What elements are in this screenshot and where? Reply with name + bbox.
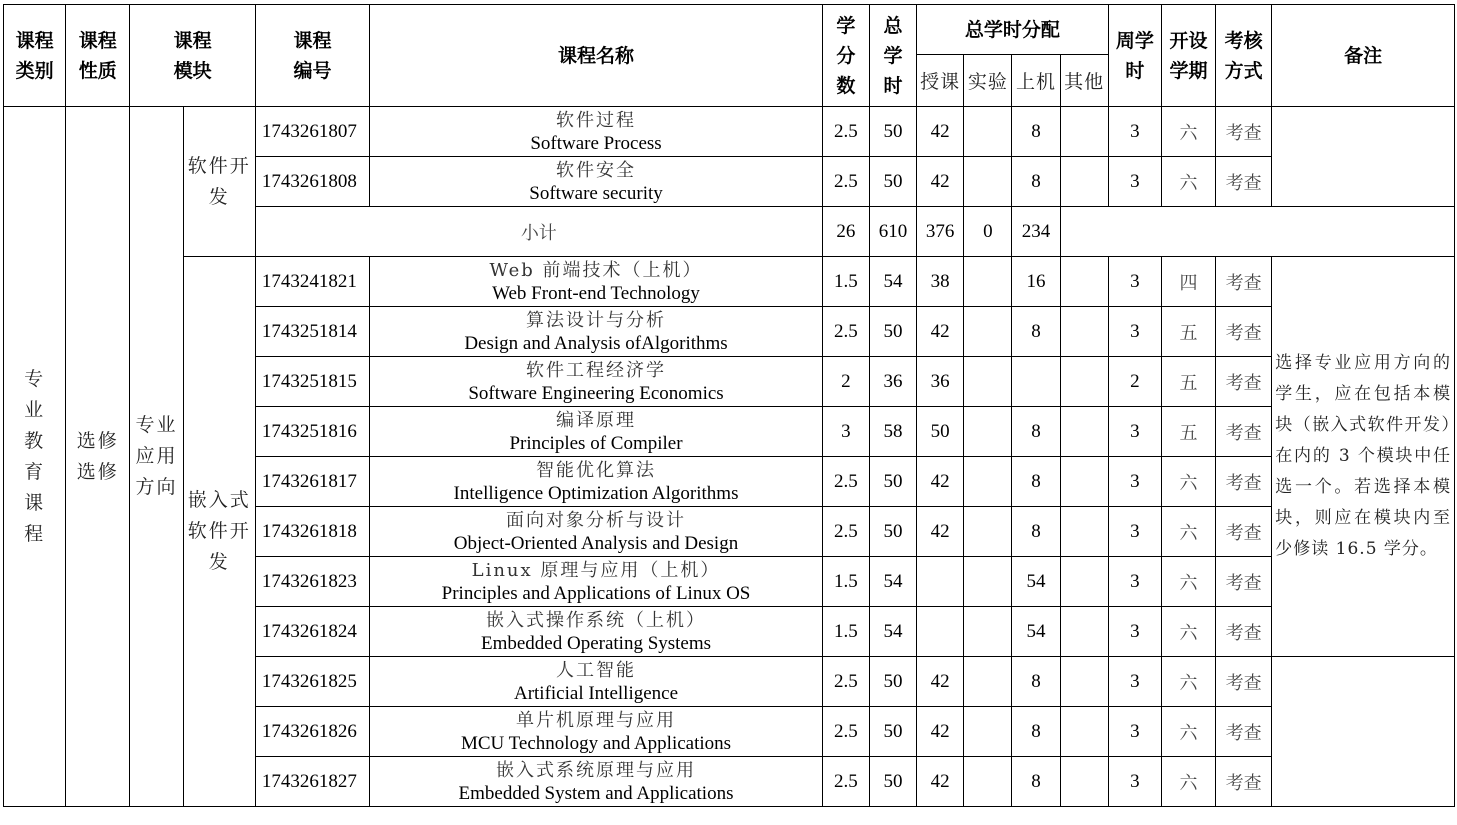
cell-line: 课程 — [173, 29, 212, 52]
header-dist-lab: 实验 — [964, 55, 1012, 107]
course-name — [370, 257, 823, 307]
header-assessment — [1216, 5, 1272, 107]
category-cell — [4, 107, 66, 807]
course-lab-hours — [964, 757, 1012, 807]
course-other-hours — [1060, 707, 1108, 757]
course-lab-hours — [964, 657, 1012, 707]
course-name-line: Embedded Operating Systems — [480, 632, 712, 654]
course-computer-hours: 16 — [1012, 257, 1060, 307]
course-semester: 六 — [1161, 657, 1215, 707]
course-total-hours: 50 — [869, 707, 916, 757]
course-computer-hours — [1012, 357, 1060, 407]
course-computer-hours: 8 — [1012, 457, 1060, 507]
cell-line: 发 — [208, 185, 230, 208]
course-credits: 2.5 — [822, 757, 869, 807]
cell-line: 课程 — [15, 29, 54, 52]
subtotal-lecture: 376 — [917, 207, 964, 257]
course-total-hours: 50 — [869, 757, 916, 807]
course-lab-hours — [964, 557, 1012, 607]
course-name — [370, 457, 823, 507]
course-lab-hours — [964, 307, 1012, 357]
course-name-line: 编译原理 — [556, 409, 636, 431]
header-dist-other: 其他 — [1060, 55, 1108, 107]
course-name-line: 算法设计与分析 — [526, 309, 666, 331]
remarks-cell-a — [1272, 107, 1455, 207]
cell-line: 选修 — [76, 429, 119, 452]
course-name-line: Software Process — [530, 132, 662, 154]
header-total-hours — [869, 5, 916, 107]
course-lab-hours — [964, 507, 1012, 557]
subtotal-label: 小计 — [255, 207, 822, 257]
course-weekly-hours: 3 — [1108, 557, 1161, 607]
course-name — [370, 557, 823, 607]
course-other-hours — [1060, 657, 1108, 707]
course-total-hours: 54 — [869, 557, 916, 607]
course-name-line: 单片机原理与应用 — [516, 709, 676, 731]
course-semester: 五 — [1161, 407, 1215, 457]
course-total-hours: 50 — [869, 107, 916, 157]
course-credits: 2.5 — [822, 307, 869, 357]
subtotal-total-hours: 610 — [869, 207, 916, 257]
course-code: 1743261808 — [255, 157, 369, 207]
course-lab-hours — [964, 457, 1012, 507]
course-name-line: 软件工程经济学 — [526, 359, 666, 381]
course-credits: 2.5 — [822, 107, 869, 157]
course-weekly-hours: 3 — [1108, 157, 1161, 207]
cell-line: 课程 — [293, 29, 332, 52]
course-name-line: 嵌入式系统原理与应用 — [496, 759, 696, 781]
module-software-dev — [183, 107, 255, 257]
course-name-line: 嵌入式操作系统（上机） — [486, 609, 706, 631]
course-lab-hours — [964, 707, 1012, 757]
course-lecture-hours — [917, 607, 964, 657]
cell-line: 程 — [24, 522, 46, 545]
course-semester: 六 — [1161, 157, 1215, 207]
course-assessment: 考查 — [1216, 557, 1272, 607]
course-other-hours — [1060, 107, 1108, 157]
course-weekly-hours: 3 — [1108, 657, 1161, 707]
course-assessment: 考查 — [1216, 657, 1272, 707]
course-total-hours: 50 — [869, 457, 916, 507]
cell-line: 软件开 — [187, 154, 251, 177]
header-code — [255, 5, 369, 107]
course-assessment: 考查 — [1216, 407, 1272, 457]
cell-line: 周学 — [1115, 29, 1154, 52]
course-weekly-hours: 3 — [1108, 407, 1161, 457]
course-total-hours: 50 — [869, 157, 916, 207]
course-name-line: MCU Technology and Applications — [460, 732, 732, 754]
course-code: 1743251816 — [255, 407, 369, 457]
course-semester: 六 — [1161, 557, 1215, 607]
course-semester: 四 — [1161, 257, 1215, 307]
course-name — [370, 357, 823, 407]
course-lecture-hours: 42 — [917, 507, 964, 557]
course-computer-hours: 8 — [1012, 107, 1060, 157]
course-lecture-hours: 42 — [917, 757, 964, 807]
course-other-hours — [1060, 457, 1108, 507]
course-assessment: 考查 — [1216, 157, 1272, 207]
course-code: 1743261825 — [255, 657, 369, 707]
course-other-hours — [1060, 407, 1108, 457]
curriculum-table — [3, 4, 1455, 807]
course-other-hours — [1060, 257, 1108, 307]
header-course-name: 课程名称 — [370, 5, 823, 107]
module-embedded-dev — [183, 257, 255, 807]
course-computer-hours: 8 — [1012, 707, 1060, 757]
header-category — [4, 5, 66, 107]
cell-line: 总 — [883, 14, 903, 37]
course-name — [370, 757, 823, 807]
course-other-hours — [1060, 607, 1108, 657]
course-lecture-hours: 42 — [917, 457, 964, 507]
course-semester: 六 — [1161, 107, 1215, 157]
cell-line: 方向 — [135, 476, 178, 498]
cell-line: 编号 — [293, 59, 332, 82]
cell-line: 应用 — [135, 445, 178, 467]
header-remarks: 备注 — [1272, 5, 1455, 107]
course-name — [370, 157, 823, 207]
course-other-hours — [1060, 507, 1108, 557]
course-other-hours — [1060, 157, 1108, 207]
cell-line: 软件开 — [187, 520, 251, 542]
course-weekly-hours: 3 — [1108, 757, 1161, 807]
course-code: 1743261807 — [255, 107, 369, 157]
course-credits: 2.5 — [822, 457, 869, 507]
course-name — [370, 107, 823, 157]
cell-line: 课 — [24, 491, 46, 514]
course-semester: 六 — [1161, 607, 1215, 657]
course-lab-hours — [964, 107, 1012, 157]
course-lecture-hours: 42 — [917, 157, 964, 207]
course-total-hours: 50 — [869, 657, 916, 707]
course-computer-hours: 8 — [1012, 307, 1060, 357]
course-code: 1743251815 — [255, 357, 369, 407]
remarks-cell-b: 选择专业应用方向的学生，应在包括本模块（嵌入式软件开发）在内的 3 个模块中任选一个。若选择本模块，则应在模块内至少修读 16.5 学分。 — [1272, 257, 1455, 657]
subtotal-blank — [1060, 207, 1454, 257]
course-name — [370, 607, 823, 657]
course-assessment: 考查 — [1216, 707, 1272, 757]
course-name-line: 软件安全 — [556, 159, 636, 181]
course-code: 1743251814 — [255, 307, 369, 357]
course-lecture-hours: 42 — [917, 107, 964, 157]
cell-line: 专 — [24, 367, 46, 390]
cell-line: 专业 — [135, 414, 178, 436]
subtotal-credits: 26 — [822, 207, 869, 257]
table-row — [4, 257, 1455, 307]
course-code: 1743261824 — [255, 607, 369, 657]
course-name-line: Principles of Compiler — [509, 432, 683, 454]
cell-line: 课程 — [78, 29, 117, 52]
course-credits: 1.5 — [822, 557, 869, 607]
course-other-hours — [1060, 557, 1108, 607]
course-credits: 2.5 — [822, 707, 869, 757]
course-computer-hours: 8 — [1012, 757, 1060, 807]
course-lab-hours — [964, 257, 1012, 307]
course-name-line: 面向对象分析与设计 — [506, 509, 686, 531]
course-other-hours — [1060, 357, 1108, 407]
course-name-line: Web Front-end Technology — [492, 282, 700, 304]
cell-line: 性质 — [78, 59, 117, 82]
remarks-cell-c — [1272, 657, 1455, 807]
course-name-line: 人工智能 — [556, 659, 636, 681]
course-credits: 2.5 — [822, 657, 869, 707]
direction-cell — [130, 107, 183, 807]
header-hour-distribution: 总学时分配 — [917, 5, 1109, 55]
header-module — [130, 5, 255, 107]
cell-line: 时 — [1125, 59, 1145, 82]
cell-line: 学期 — [1169, 59, 1208, 82]
subtotal-computer: 234 — [1012, 207, 1060, 257]
course-assessment: 考查 — [1216, 107, 1272, 157]
header-weekly-hours — [1108, 5, 1161, 107]
course-total-hours: 36 — [869, 357, 916, 407]
course-total-hours: 54 — [869, 257, 916, 307]
course-name-line: Intelligence Optimization Algorithms — [453, 482, 739, 504]
cell-line: 育 — [24, 460, 46, 483]
course-name-line: Software security — [529, 182, 663, 204]
course-lecture-hours: 42 — [917, 707, 964, 757]
course-name-line: Principles and Applications of Linux OS — [441, 582, 751, 604]
header-dist-computer: 上机 — [1012, 55, 1060, 107]
course-name — [370, 507, 823, 557]
cell-line: 方式 — [1224, 59, 1263, 82]
cell-line: 学 — [883, 44, 903, 67]
course-total-hours: 58 — [869, 407, 916, 457]
course-semester: 五 — [1161, 307, 1215, 357]
cell-line: 学 — [836, 14, 856, 37]
course-weekly-hours: 3 — [1108, 507, 1161, 557]
course-credits: 2.5 — [822, 507, 869, 557]
cell-line: 选修 — [76, 460, 119, 483]
course-name — [370, 657, 823, 707]
course-credits: 3 — [822, 407, 869, 457]
course-total-hours: 50 — [869, 507, 916, 557]
course-weekly-hours: 2 — [1108, 357, 1161, 407]
course-weekly-hours: 3 — [1108, 707, 1161, 757]
course-name — [370, 307, 823, 357]
course-computer-hours: 54 — [1012, 557, 1060, 607]
header-dist-lecture: 授课 — [917, 55, 964, 107]
course-code: 1743261826 — [255, 707, 369, 757]
course-computer-hours: 8 — [1012, 507, 1060, 557]
cell-line: 业 — [24, 398, 46, 421]
course-code: 1743261818 — [255, 507, 369, 557]
course-computer-hours: 8 — [1012, 407, 1060, 457]
course-semester: 六 — [1161, 457, 1215, 507]
cell-line: 嵌入式 — [187, 489, 251, 511]
course-lecture-hours — [917, 557, 964, 607]
header-nature — [66, 5, 130, 107]
course-lab-hours — [964, 407, 1012, 457]
course-name-line: 智能优化算法 — [536, 459, 656, 481]
course-assessment: 考查 — [1216, 507, 1272, 557]
course-assessment: 考查 — [1216, 357, 1272, 407]
course-computer-hours: 8 — [1012, 157, 1060, 207]
course-lecture-hours: 36 — [917, 357, 964, 407]
cell-line: 教 — [24, 429, 46, 452]
cell-line: 数 — [836, 74, 856, 97]
cell-line: 开设 — [1169, 29, 1208, 52]
course-credits: 2 — [822, 357, 869, 407]
course-name-line: Web 前端技术（上机） — [489, 259, 703, 281]
course-weekly-hours: 3 — [1108, 307, 1161, 357]
course-name-line: Embedded System and Applications — [458, 782, 734, 804]
header-credits — [822, 5, 869, 107]
course-assessment: 考查 — [1216, 257, 1272, 307]
course-code: 1743261827 — [255, 757, 369, 807]
course-credits: 1.5 — [822, 257, 869, 307]
course-semester: 六 — [1161, 507, 1215, 557]
course-name — [370, 707, 823, 757]
course-total-hours: 54 — [869, 607, 916, 657]
course-lecture-hours: 42 — [917, 657, 964, 707]
course-code: 1743261823 — [255, 557, 369, 607]
course-code: 1743241821 — [255, 257, 369, 307]
subtotal-lab: 0 — [964, 207, 1012, 257]
course-lecture-hours: 50 — [917, 407, 964, 457]
course-assessment: 考查 — [1216, 757, 1272, 807]
course-credits: 1.5 — [822, 607, 869, 657]
course-weekly-hours: 3 — [1108, 257, 1161, 307]
cell-line: 模块 — [173, 59, 212, 82]
cell-line: 考核 — [1224, 29, 1263, 52]
course-lab-hours — [964, 157, 1012, 207]
course-computer-hours: 8 — [1012, 657, 1060, 707]
course-name-line: Design and Analysis ofAlgorithms — [464, 332, 728, 354]
course-weekly-hours: 3 — [1108, 607, 1161, 657]
course-code: 1743261817 — [255, 457, 369, 507]
course-name — [370, 407, 823, 457]
course-assessment: 考查 — [1216, 607, 1272, 657]
course-lab-hours — [964, 607, 1012, 657]
course-lecture-hours: 38 — [917, 257, 964, 307]
course-name-line: Object-Oriented Analysis and Design — [453, 532, 739, 554]
cell-line: 时 — [883, 74, 903, 97]
cell-line: 类别 — [15, 59, 54, 82]
course-other-hours — [1060, 307, 1108, 357]
nature-cell — [66, 107, 130, 807]
course-credits: 2.5 — [822, 157, 869, 207]
course-semester: 五 — [1161, 357, 1215, 407]
course-name-line: Software Engineering Economics — [468, 382, 724, 404]
course-semester: 六 — [1161, 757, 1215, 807]
course-computer-hours: 54 — [1012, 607, 1060, 657]
course-lecture-hours: 42 — [917, 307, 964, 357]
cell-line: 分 — [836, 44, 856, 67]
course-semester: 六 — [1161, 707, 1215, 757]
table-row — [4, 107, 1455, 157]
course-assessment: 考查 — [1216, 457, 1272, 507]
course-weekly-hours: 3 — [1108, 107, 1161, 157]
course-other-hours — [1060, 757, 1108, 807]
course-weekly-hours: 3 — [1108, 457, 1161, 507]
course-name-line: Linux 原理与应用（上机） — [471, 559, 721, 581]
course-name-line: 软件过程 — [556, 109, 636, 131]
course-lab-hours — [964, 357, 1012, 407]
course-name-line: Artificial Intelligence — [513, 682, 679, 704]
course-total-hours: 50 — [869, 307, 916, 357]
course-assessment: 考查 — [1216, 307, 1272, 357]
header-semester — [1161, 5, 1215, 107]
cell-line: 发 — [208, 551, 230, 573]
